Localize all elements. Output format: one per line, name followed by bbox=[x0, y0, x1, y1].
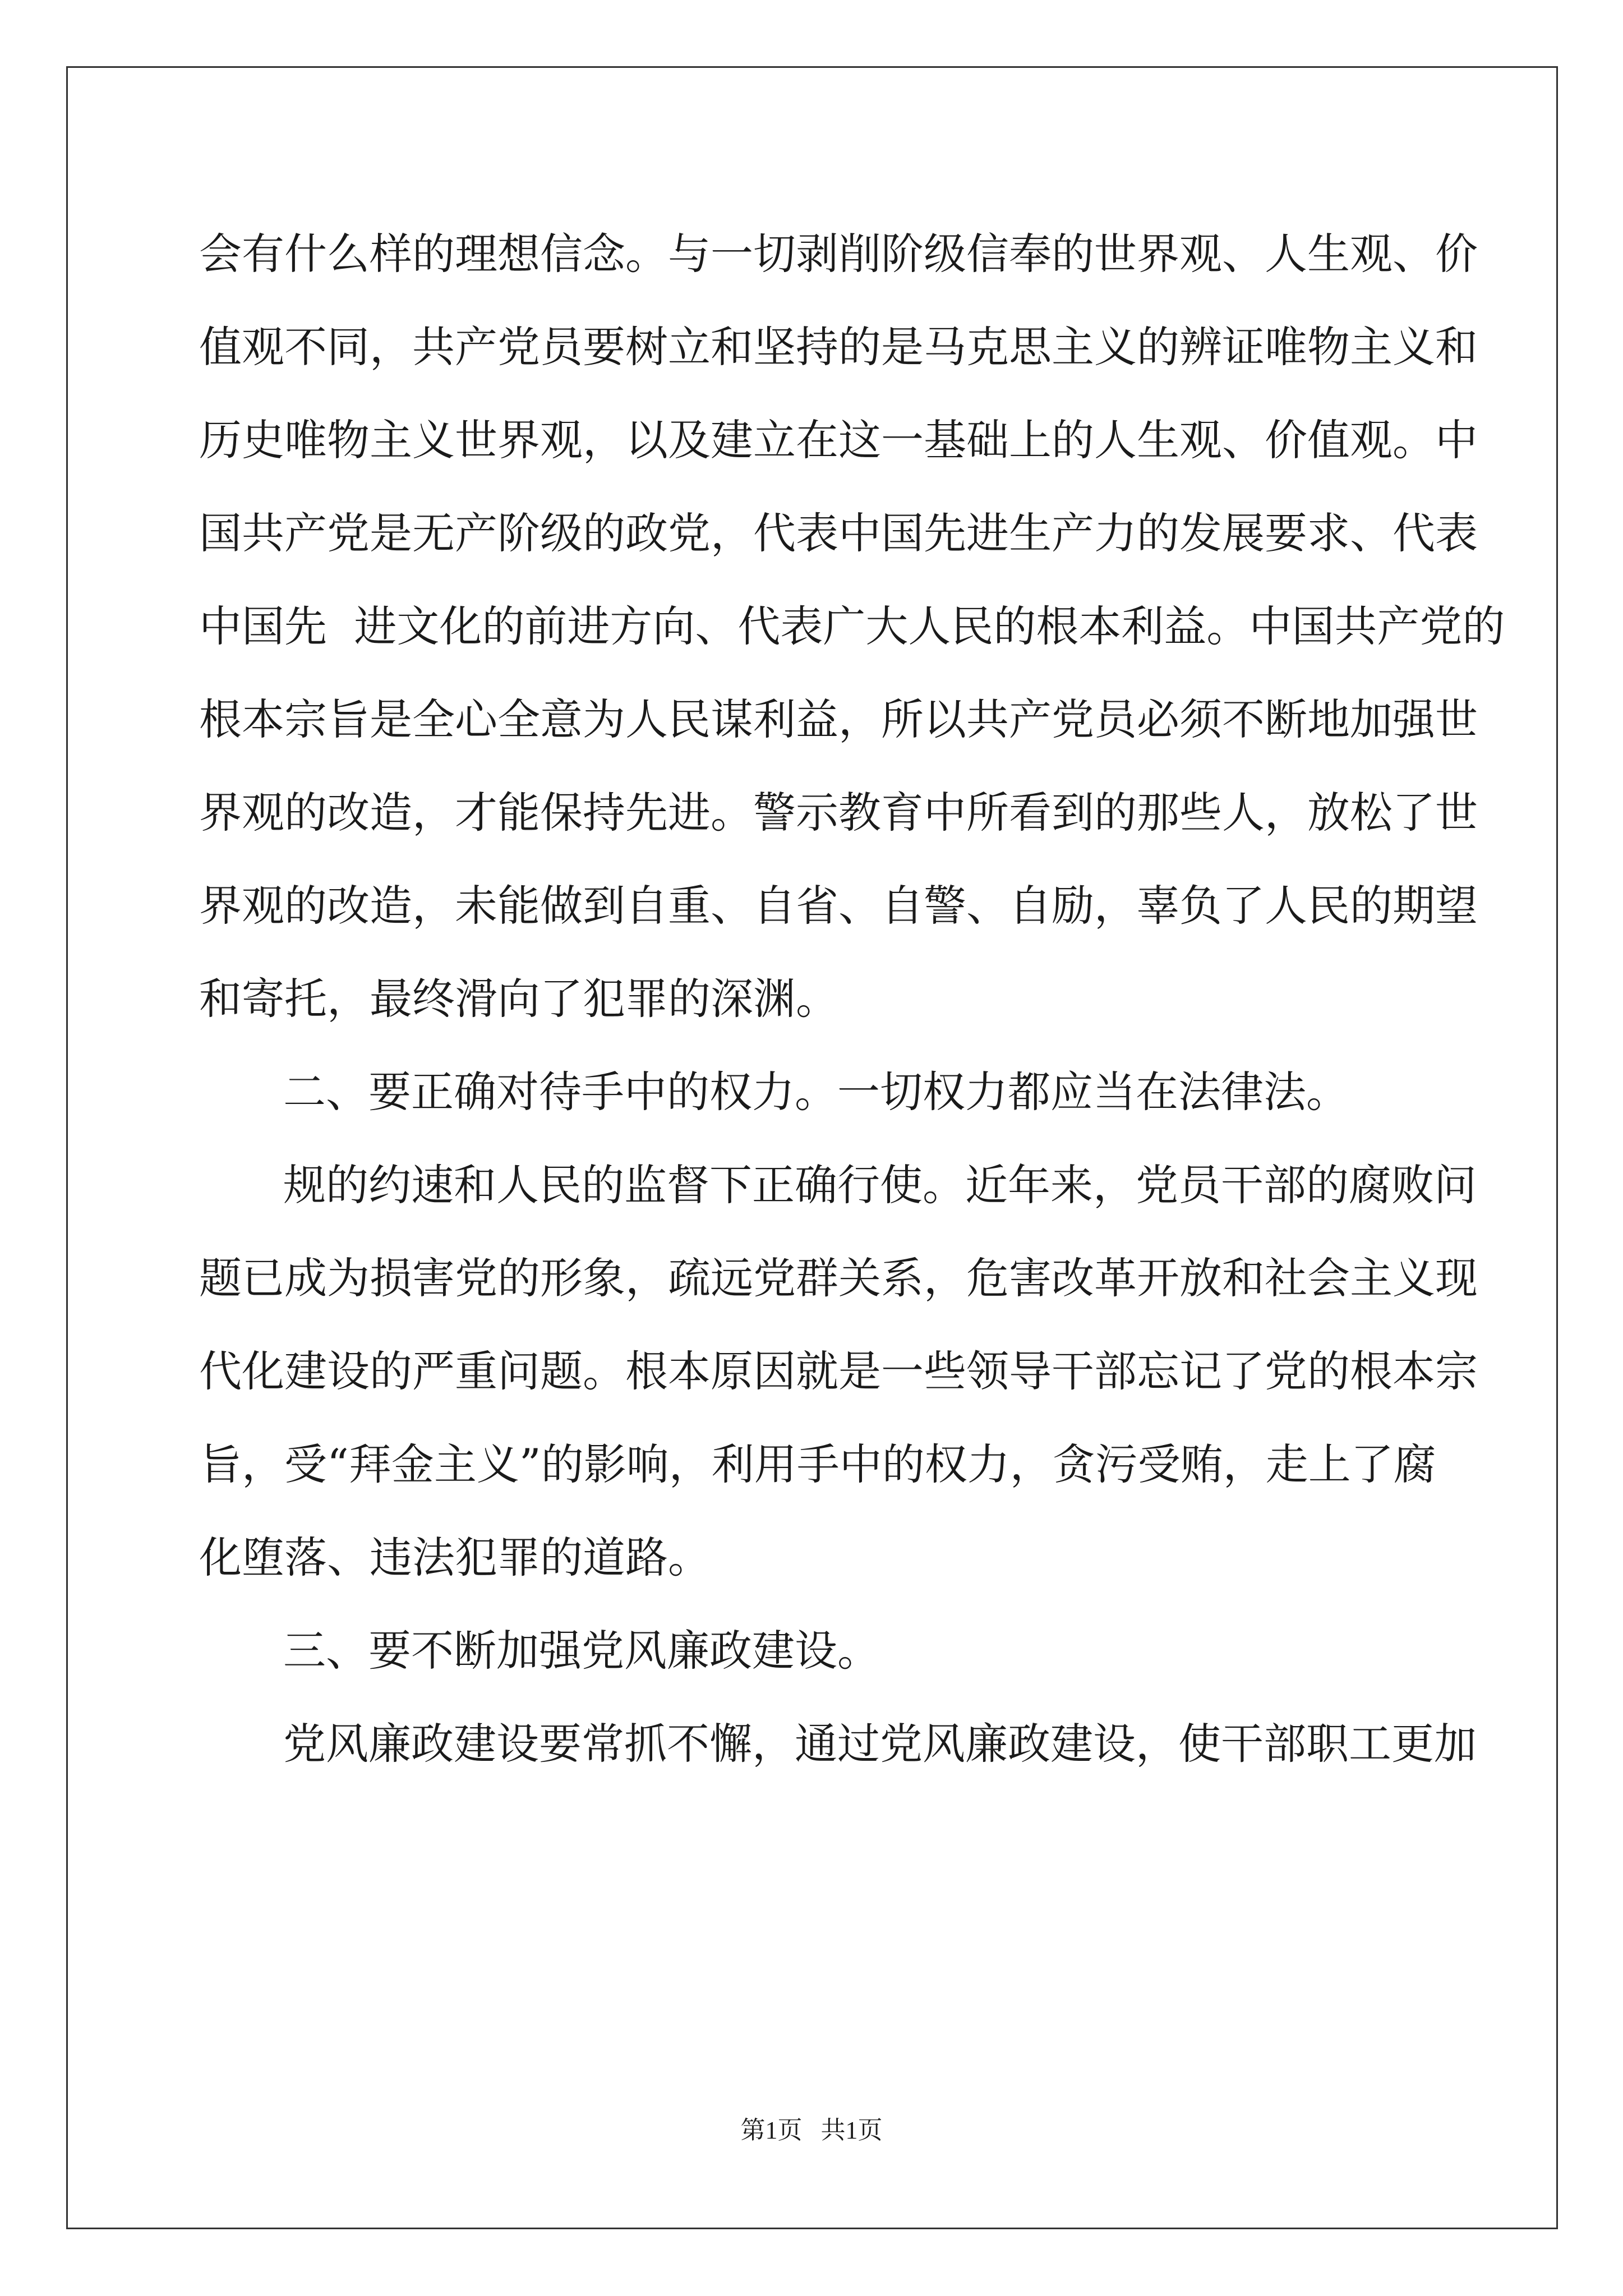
page-number: 第1页 共1页 bbox=[740, 2116, 883, 2144]
document-body bbox=[199, 208, 1505, 1791]
text-line-1: 会有什么样的理想信念。与一切剥削阶级信奉的世界观、人生观、价 bbox=[199, 229, 1478, 279]
text-line-13: 代化建设的严重问题。根本原因就是一些领导干部忘记了党的根本宗 bbox=[199, 1346, 1478, 1396]
section-heading-3: 三、要不断加强党风廉政建设。 bbox=[283, 1626, 880, 1676]
text-line-17: 党风廉政建设要常抓不懈，通过党风廉政建设，使干部职工更加 bbox=[283, 1719, 1477, 1769]
text-line-8: 界观的改造，未能做到自重、自省、自警、自励，辜负了人民的期望 bbox=[199, 881, 1478, 931]
text-line-6: 根本宗旨是全心全意为人民谋利益，所以共产党员必须不断地加强世 bbox=[199, 694, 1478, 744]
text-line-12: 题已成为损害党的形象，疏远党群关系，危害改革开放和社会主义现 bbox=[199, 1253, 1478, 1303]
text-line-9: 和寄托，最终滑向了犯罪的深渊。 bbox=[199, 974, 838, 1024]
page-footer bbox=[0, 2114, 1623, 2147]
text-line-7: 界观的改造，才能保持先进。警示教育中所看到的那些人，放松了世 bbox=[199, 788, 1478, 838]
text-line-4: 国共产党是无产阶级的政党，代表中国先进生产力的发展要求、代表 bbox=[199, 508, 1478, 558]
text-line-14: 旨，受“拜金主义”的影响，利用手中的权力，贪污受贿，走上了腐 bbox=[199, 1439, 1436, 1489]
section-heading-2: 二、要正确对待手中的权力。一切权力都应当在法律法。 bbox=[283, 1067, 1349, 1117]
text-line-15: 化堕落、违法犯罪的道路。 bbox=[199, 1533, 711, 1582]
text-line-3: 历史唯物主义世界观，以及建立在这一基础上的人生观、价值观。中 bbox=[199, 415, 1478, 465]
text-line-2: 值观不同，共产党员要树立和坚持的是马克思主义的辨证唯物主义和 bbox=[199, 322, 1478, 372]
text-line-5: 中国先 进文化的前进方向、代表广大人民的根本利益。中国共产党的 bbox=[199, 601, 1505, 651]
text-line-11: 规的约速和人民的监督下正确行使。近年来，党员干部的腐败问 bbox=[283, 1160, 1477, 1210]
